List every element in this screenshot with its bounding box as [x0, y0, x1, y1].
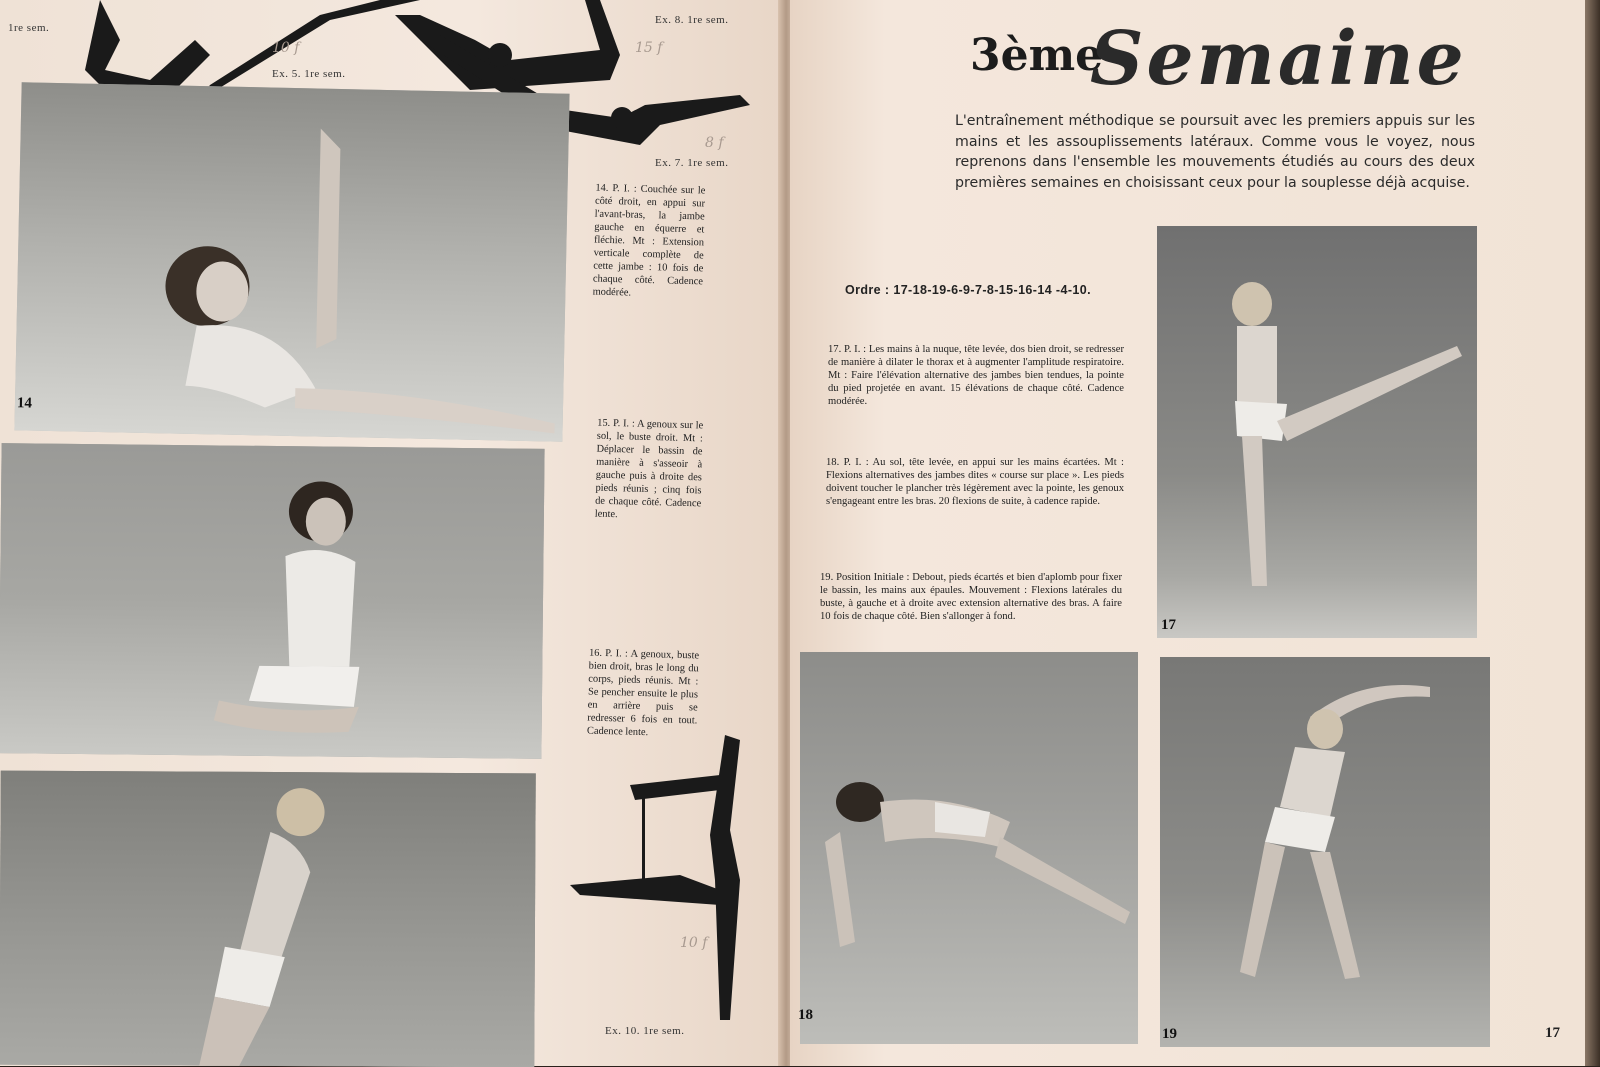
figure-number-14: 14	[16, 395, 33, 412]
pencil-note: 8 f	[705, 135, 724, 151]
title-ordinal: 3ème	[970, 30, 1104, 81]
exercise-photo-19	[1160, 657, 1490, 1047]
exercise-label-7: Ex. 7. 1re sem.	[655, 157, 729, 169]
caption-19: 19. Position Initiale : Debout, pieds écartés et bien d'aplomb pour fixer le bassin, les mains aux épaules. Mouvement : Flexions latérales du buste, à gauche et à droite avec extension alternative des bras. A faire 10 fois de chaque côté. Bien s'allonger à fond.	[820, 572, 1122, 622]
woman-figure-photo	[0, 771, 536, 1067]
figure-illustration-1	[85, 0, 210, 95]
exercise-label: 1re sem.	[8, 22, 50, 34]
caption-18: 18. P. I. : Au sol, tête levée, en appui sur les mains écartées. Mt : Flexions alternatives des jambes dites « course sur place ». Les pieds doivent toucher le plancher très légèrement avec la pointe, les genoux s'engageant entre les bras. 20 flexions de suite, à cadence rapide.	[826, 457, 1124, 507]
woman-figure-photo	[14, 82, 569, 441]
pencil-note: 10 f	[272, 40, 300, 56]
exercise-photo-14	[14, 82, 569, 441]
figure-number-18: 18	[798, 1007, 813, 1023]
exercise-label-10: Ex. 10. 1re sem.	[605, 1025, 685, 1037]
pencil-note: 10 f	[680, 935, 708, 951]
caption-17: 17. P. I. : Les mains à la nuque, tête levée, dos bien droit, se redresser de manière à dilater le thorax et à augmenter l'amplitude respiratoire. Mt : Faire l'élévation alternative des jambes bien tendues, la pointe du pied projetée en avant. 15 élévations de chaque côté. Cadence modérée.	[828, 344, 1124, 407]
woman-figure-photo	[0, 443, 545, 759]
exercise-order: Ordre : 17-18-19-6-9-7-8-15-16-14 -4-10.	[845, 283, 1091, 297]
exercise-label-8: Ex. 8. 1re sem.	[655, 14, 729, 26]
figure-head	[611, 107, 633, 129]
exercise-photo-15	[0, 443, 545, 759]
exercise-photo-17	[1157, 226, 1477, 638]
exercise-photo-16	[0, 771, 536, 1067]
woman-figure-photo	[1160, 657, 1490, 1047]
left-page	[0, 0, 785, 1066]
page-title: Semaine	[1090, 16, 1467, 102]
figure-number-19: 19	[1162, 1026, 1177, 1042]
exercise-label-5: Ex. 5. 1re sem.	[272, 68, 346, 80]
caption-14: 14. P. I. : Couchée sur le côté droit, en appui sur l'avant-bras, la jambe gauche en équerre et fléchie. Mt : Extension verticale complète de cette jambe : 10 fois de chaque côté. Cadence modérée.	[592, 182, 706, 299]
caption-16: 16. P. I. : A genoux, buste bien droit, bras le long du corps, pieds réunis. Mt : Se pencher ensuite le plus en arrière puis se redresser 6 fois en tout. Cadence lente.	[586, 647, 700, 739]
intro-paragraph: L'entraînement méthodique se poursuit avec les premiers appuis sur les mains et les assouplissements latéraux. Comme vous le voyez, nous reprenons dans l'ensemble les mouvements étudiés au cours des deux premières semaines en choisissant ceux pour la souplesse déjà acquise.	[955, 113, 1475, 191]
woman-figure-photo	[800, 652, 1138, 1044]
exercise-photo-18	[800, 652, 1138, 1044]
caption-15: 15. P. I. : A genoux sur le sol, le buste droit. Mt : Déplacer le bassin de manière à s'asseoir à gauche puis à droite des pieds réunis ; cinq fois de chaque côté. Cadence lente.	[594, 417, 704, 521]
page-number: 17	[1545, 1025, 1560, 1041]
pencil-note: 15 f	[635, 40, 663, 56]
figure-number-17: 17	[1161, 617, 1176, 633]
woman-figure-photo	[1157, 226, 1477, 638]
exercise-illustration-10	[570, 730, 780, 1040]
figure-head	[488, 43, 512, 67]
book-cover-edge	[1585, 0, 1600, 1066]
